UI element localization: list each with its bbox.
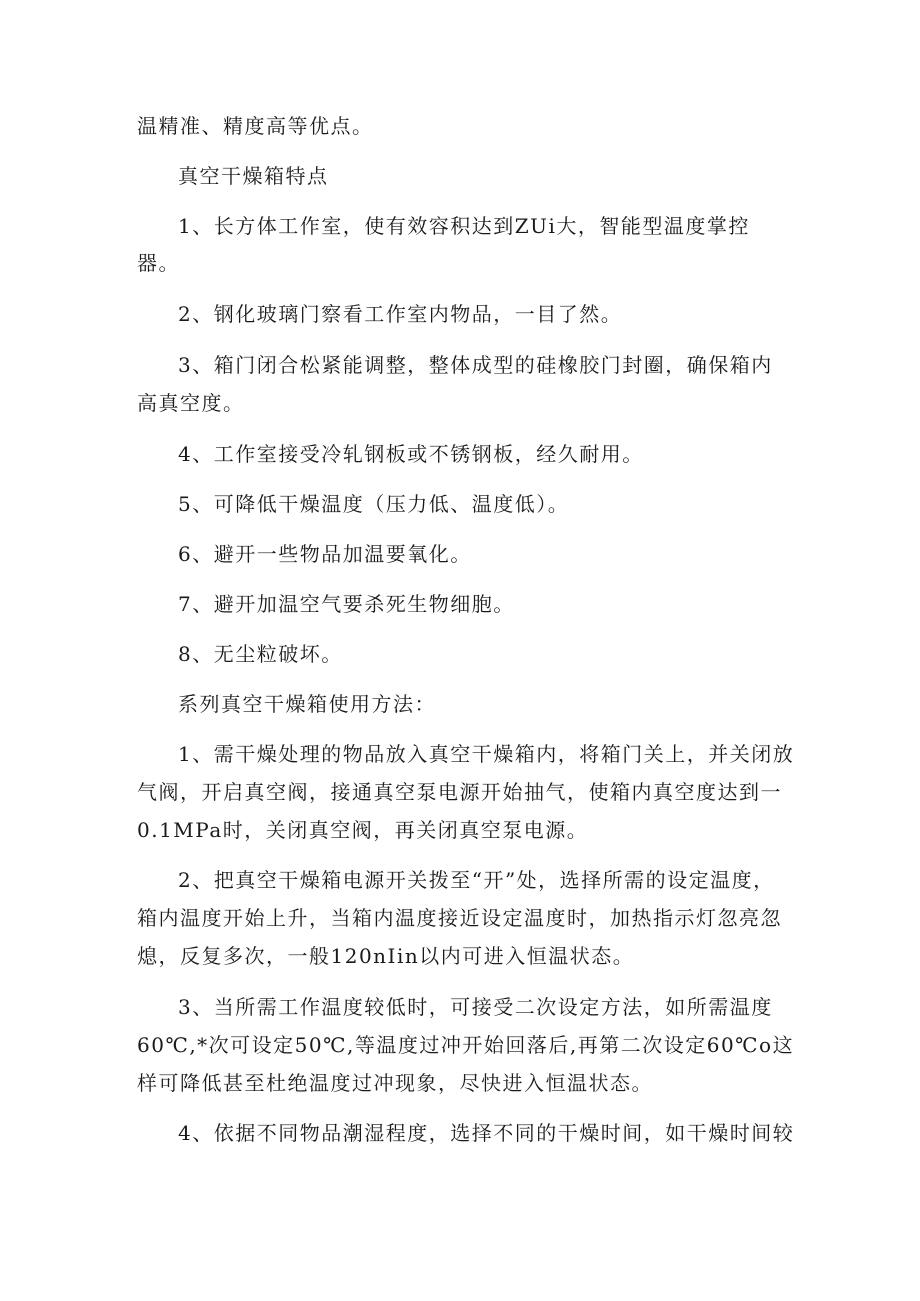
- text-line: 气阀，开启真空阀，接通真空泵电源开始抽气，使箱内真空度达到一: [137, 780, 782, 804]
- text-line: 箱内温度开始上升，当箱内温度接近设定温度时，加热指示灯忽亮忽: [137, 906, 782, 930]
- text-line: 1、需干燥处理的物品放入真空干燥箱内，将箱门关上，并关闭放: [178, 742, 795, 766]
- text-line: 4、依据不同物品潮湿程度，选择不同的干燥时间，如干燥时间较: [178, 1121, 795, 1145]
- text-line: 0.1MPa时，关闭真空阀，再关闭真空泵电源。: [137, 818, 589, 842]
- text-line: 2、把真空干燥箱电源开关拨至“开”处，选择所需的设定温度，: [178, 868, 775, 892]
- text-line: 熄，反复多次，一般120nIin以内可进入恒温状态。: [137, 944, 635, 968]
- text-line: 60℃,*次可设定50℃,等温度过冲开始回落后,再第二次设定60℃o这: [137, 1033, 795, 1057]
- text-line: 5、可降低干燥温度（压力低、温度低）。: [178, 492, 570, 516]
- text-line: 高真空度。: [137, 391, 245, 415]
- text-line: 器。: [137, 251, 180, 275]
- text-line: 样可降低甚至杜绝温度过冲现象，尽快进入恒温状态。: [137, 1071, 653, 1095]
- text-line: 温精准、精度高等优点。: [137, 114, 374, 138]
- text-line: 1、长方体工作室，使有效容积达到ZUi大，智能型温度掌控: [178, 214, 750, 238]
- text-line: 3、当所需工作温度较低时，可接受二次设定方法，如所需温度: [178, 995, 773, 1019]
- section-heading: 真空干燥箱特点: [178, 164, 329, 188]
- text-line: 6、避开一些物品加温要氧化。: [178, 542, 472, 566]
- text-line: 4、工作室接受冷轧钢板或不锈钢板，经久耐用。: [178, 442, 644, 466]
- text-line: 8、无尘粒破坏。: [178, 642, 343, 666]
- text-line: 2、钢化玻璃门察看工作室内物品，一目了然。: [178, 302, 623, 326]
- text-line: 3、箱门闭合松紧能调整，整体成型的硅橡胶门封圈，确保箱内: [178, 353, 773, 377]
- section-heading: 系列真空干燥箱使用方法：: [178, 692, 436, 716]
- text-line: 7、避开加温空气要杀死生物细胞。: [178, 592, 515, 616]
